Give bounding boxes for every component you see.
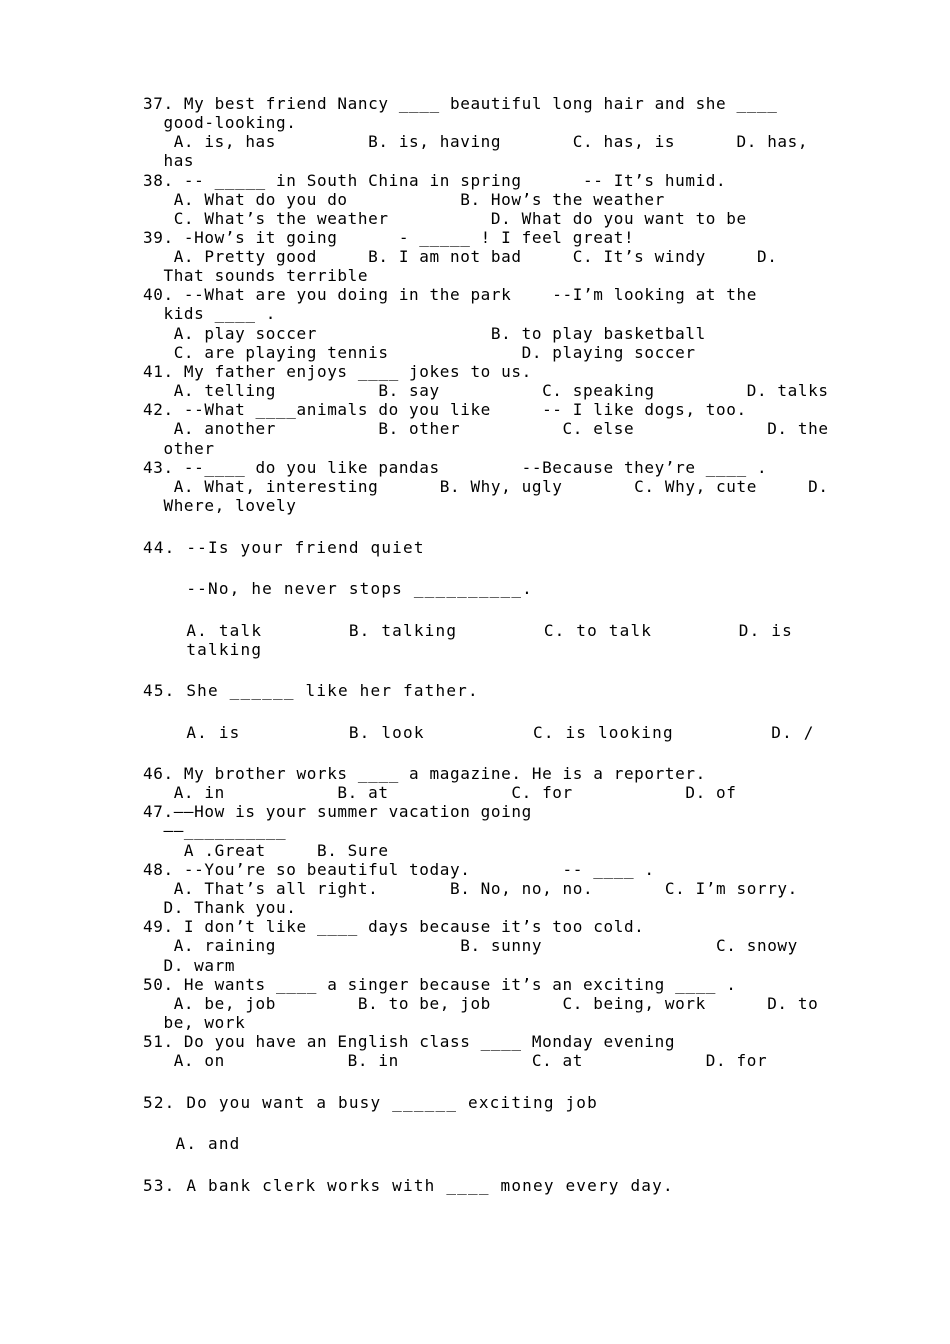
q43-options-cont: Where, lovely bbox=[143, 496, 297, 515]
q52-stem: 52. Do you want a busy ______ exciting job bbox=[143, 1093, 598, 1112]
q49-options: A. raining B. sunny C. snowy bbox=[143, 936, 798, 955]
q39-stem: 39. -How’s it going - _____ ! I feel great! bbox=[143, 228, 635, 247]
q37-stem-cont: good-looking. bbox=[143, 113, 297, 132]
q40-stem: 40. --What are you doing in the park --I’m looking at the bbox=[143, 285, 757, 304]
q42-options-cont: other bbox=[143, 439, 215, 458]
q44-reply: --No, he never stops __________. bbox=[143, 579, 533, 598]
q45-options: A. is B. look C. is looking D. / bbox=[143, 723, 815, 742]
q51-stem: 51. Do you have an English class ____ Monday evening bbox=[143, 1032, 676, 1051]
q46-stem: 46. My brother works ____ a magazine. He is a reporter. bbox=[143, 764, 706, 783]
q37-options: A. is, has B. is, having C. has, is D. has, bbox=[143, 132, 809, 151]
q41-stem: 41. My father enjoys ____ jokes to us. bbox=[143, 362, 532, 381]
q48-stem: 48. --You’re so beautiful today. -- ____ . bbox=[143, 860, 655, 879]
q50-options: A. be, job B. to be, job C. being, work D. to bbox=[143, 994, 819, 1013]
q43-stem: 43. --____ do you like pandas --Because they’re ____ . bbox=[143, 458, 768, 477]
q38-stem: 38. -- _____ in South China in spring -- It’s humid. bbox=[143, 171, 727, 190]
q44-options: A. talk B. talking C. to talk D. is bbox=[143, 621, 793, 640]
q40-options-cd: C. are playing tennis D. playing soccer bbox=[143, 343, 696, 362]
q50-stem: 50. He wants ____ a singer because it’s an exciting ____ . bbox=[143, 975, 737, 994]
q38-options-cd: C. What’s the weather D. What do you want to be bbox=[143, 209, 747, 228]
q44-stem: 44. --Is your friend quiet bbox=[143, 538, 425, 557]
q48-options-cont: D. Thank you. bbox=[143, 898, 297, 917]
q50-options-cont: be, work bbox=[143, 1013, 246, 1032]
q46-options: A. in B. at C. for D. of bbox=[143, 783, 737, 802]
q45-stem: 45. She ______ like her father. bbox=[143, 681, 479, 700]
q49-options-cont: D. warm bbox=[143, 956, 236, 975]
q52-options: A. and bbox=[143, 1134, 241, 1153]
q47-reply: ——__________ bbox=[143, 821, 287, 840]
q41-options: A. telling B. say C. speaking D. talks bbox=[143, 381, 829, 400]
q39-options: A. Pretty good B. I am not bad C. It’s windy D. bbox=[143, 247, 778, 266]
q44-options-cont: talking bbox=[143, 640, 263, 659]
q43-options: A. What, interesting B. Why, ugly C. Why, cute D. bbox=[143, 477, 829, 496]
q40-stem-cont: kids ____ . bbox=[143, 304, 277, 323]
q49-stem: 49. I don’t like ____ days because it’s too cold. bbox=[143, 917, 645, 936]
q37-stem: 37. My best friend Nancy ____ beautiful long hair and she ____ bbox=[143, 94, 778, 113]
q42-stem: 42. --What ____animals do you like -- I like dogs, too. bbox=[143, 400, 747, 419]
q48-options: A. That’s all right. B. No, no, no. C. I’m sorry. bbox=[143, 879, 798, 898]
q40-options-ab: A. play soccer B. to play basketball bbox=[143, 324, 706, 343]
q39-options-cont: That sounds terrible bbox=[143, 266, 369, 285]
q53-stem: 53. A bank clerk works with ____ money every day. bbox=[143, 1176, 674, 1195]
q37-options-cont: has bbox=[143, 151, 195, 170]
q38-options-ab: A. What do you do B. How’s the weather bbox=[143, 190, 665, 209]
q51-options: A. on B. in C. at D. for bbox=[143, 1051, 768, 1070]
q47-options: A .Great B. Sure bbox=[143, 841, 389, 860]
q47-stem: 47.——How is your summer vacation going bbox=[143, 802, 532, 821]
q42-options: A. another B. other C. else D. the bbox=[143, 419, 829, 438]
